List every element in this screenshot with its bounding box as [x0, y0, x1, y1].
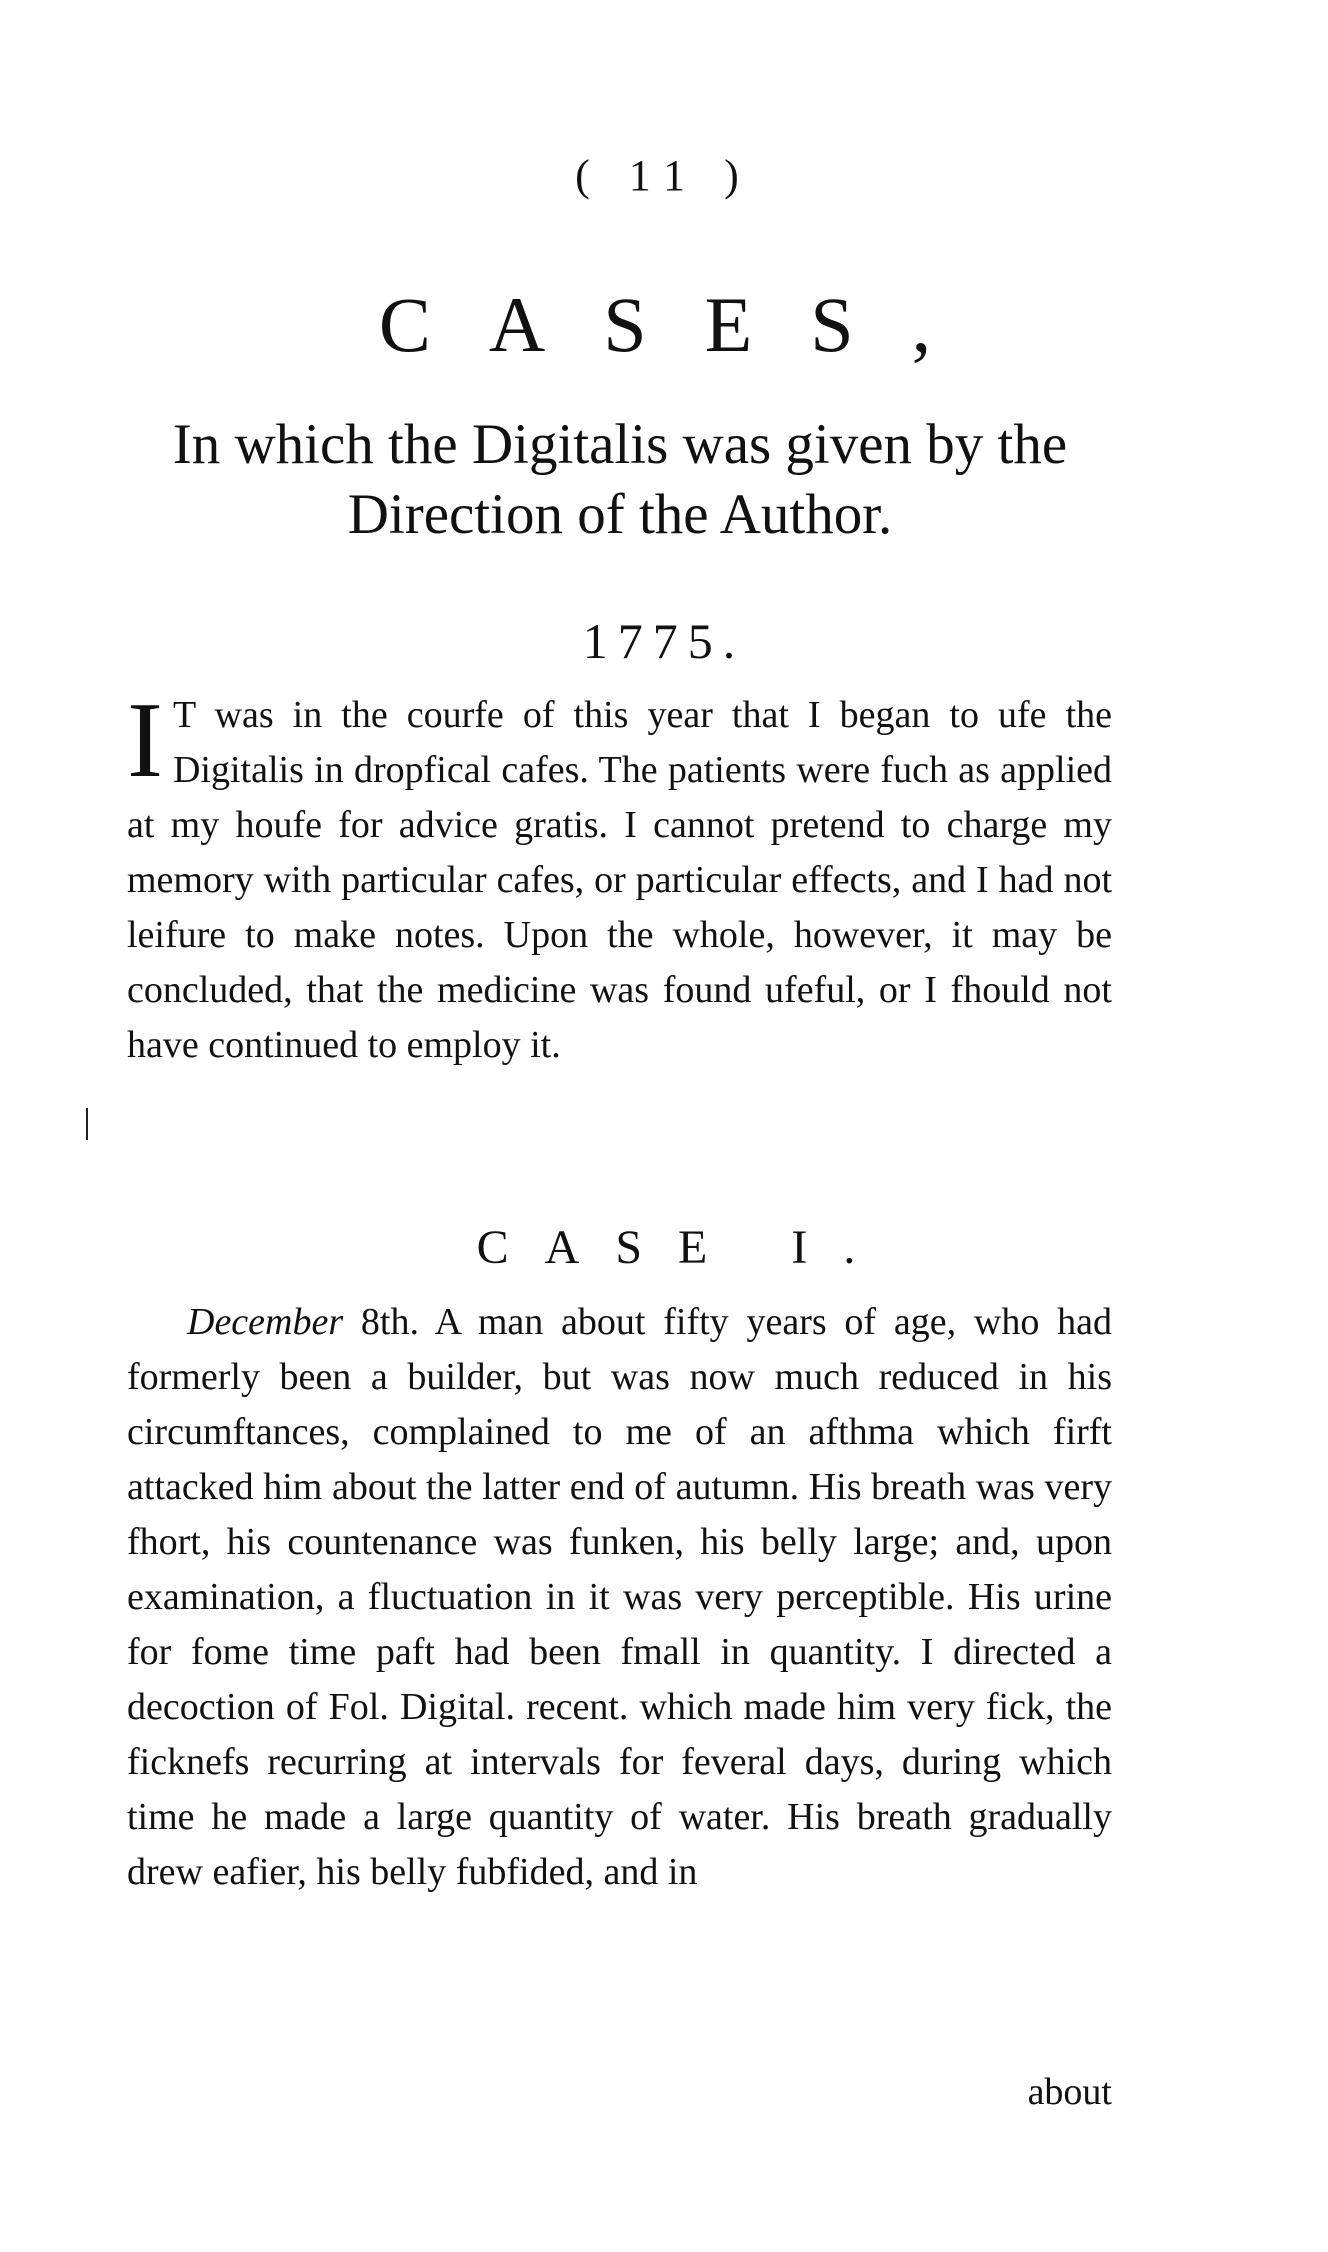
intro-paragraph	[127, 681, 1112, 1073]
case-date: December	[187, 1301, 344, 1343]
chapter-subtitle: In which the Digitalis was given by the Direction of the Author.	[172, 413, 1068, 546]
chapter-title: CASES,	[378, 281, 990, 368]
intro-text: T was in the courfe of this year that I began to ufe the Digitalis in dropfical cafes. The patients were fuch as applied at my houfe for advice gratis. I cannot pretend to charge my memory with particular cafes, or particular effects, and I had not leifure to make notes. Upon the whole, however, it may be concluded, that the medicine was found ufeful, or I fhould not have continued to employ it.	[127, 694, 1112, 1066]
page-number: ( 11 )	[575, 151, 753, 200]
case-heading: CASE I.	[476, 1221, 892, 1274]
case-paragraph	[127, 1295, 1112, 1900]
drop-cap: I	[127, 681, 163, 800]
year-heading: 1775.	[582, 613, 746, 669]
catchword: about	[1027, 2071, 1112, 2113]
margin-mark	[86, 1108, 88, 1140]
case-text: 8th. A man about fifty years of age, who had formerly been a builder, but was now much reduced in his circumftances, complained to me of an afthma which firft attacked him about the latter end of autumn. His breath was very fhort, his countenance was funken, his belly large; and, upon examination, a fluctuation in it was very perceptible. His urine for fome time paft had been fmall in quantity. I directed a decoction of Fol. Digital. recent. which made him very fick, the ficknefs recurring at intervals for feveral days, during which time he made a large quantity of water. His breath gradually drew eafier, his belly fubfided, and in	[127, 1301, 1112, 1893]
